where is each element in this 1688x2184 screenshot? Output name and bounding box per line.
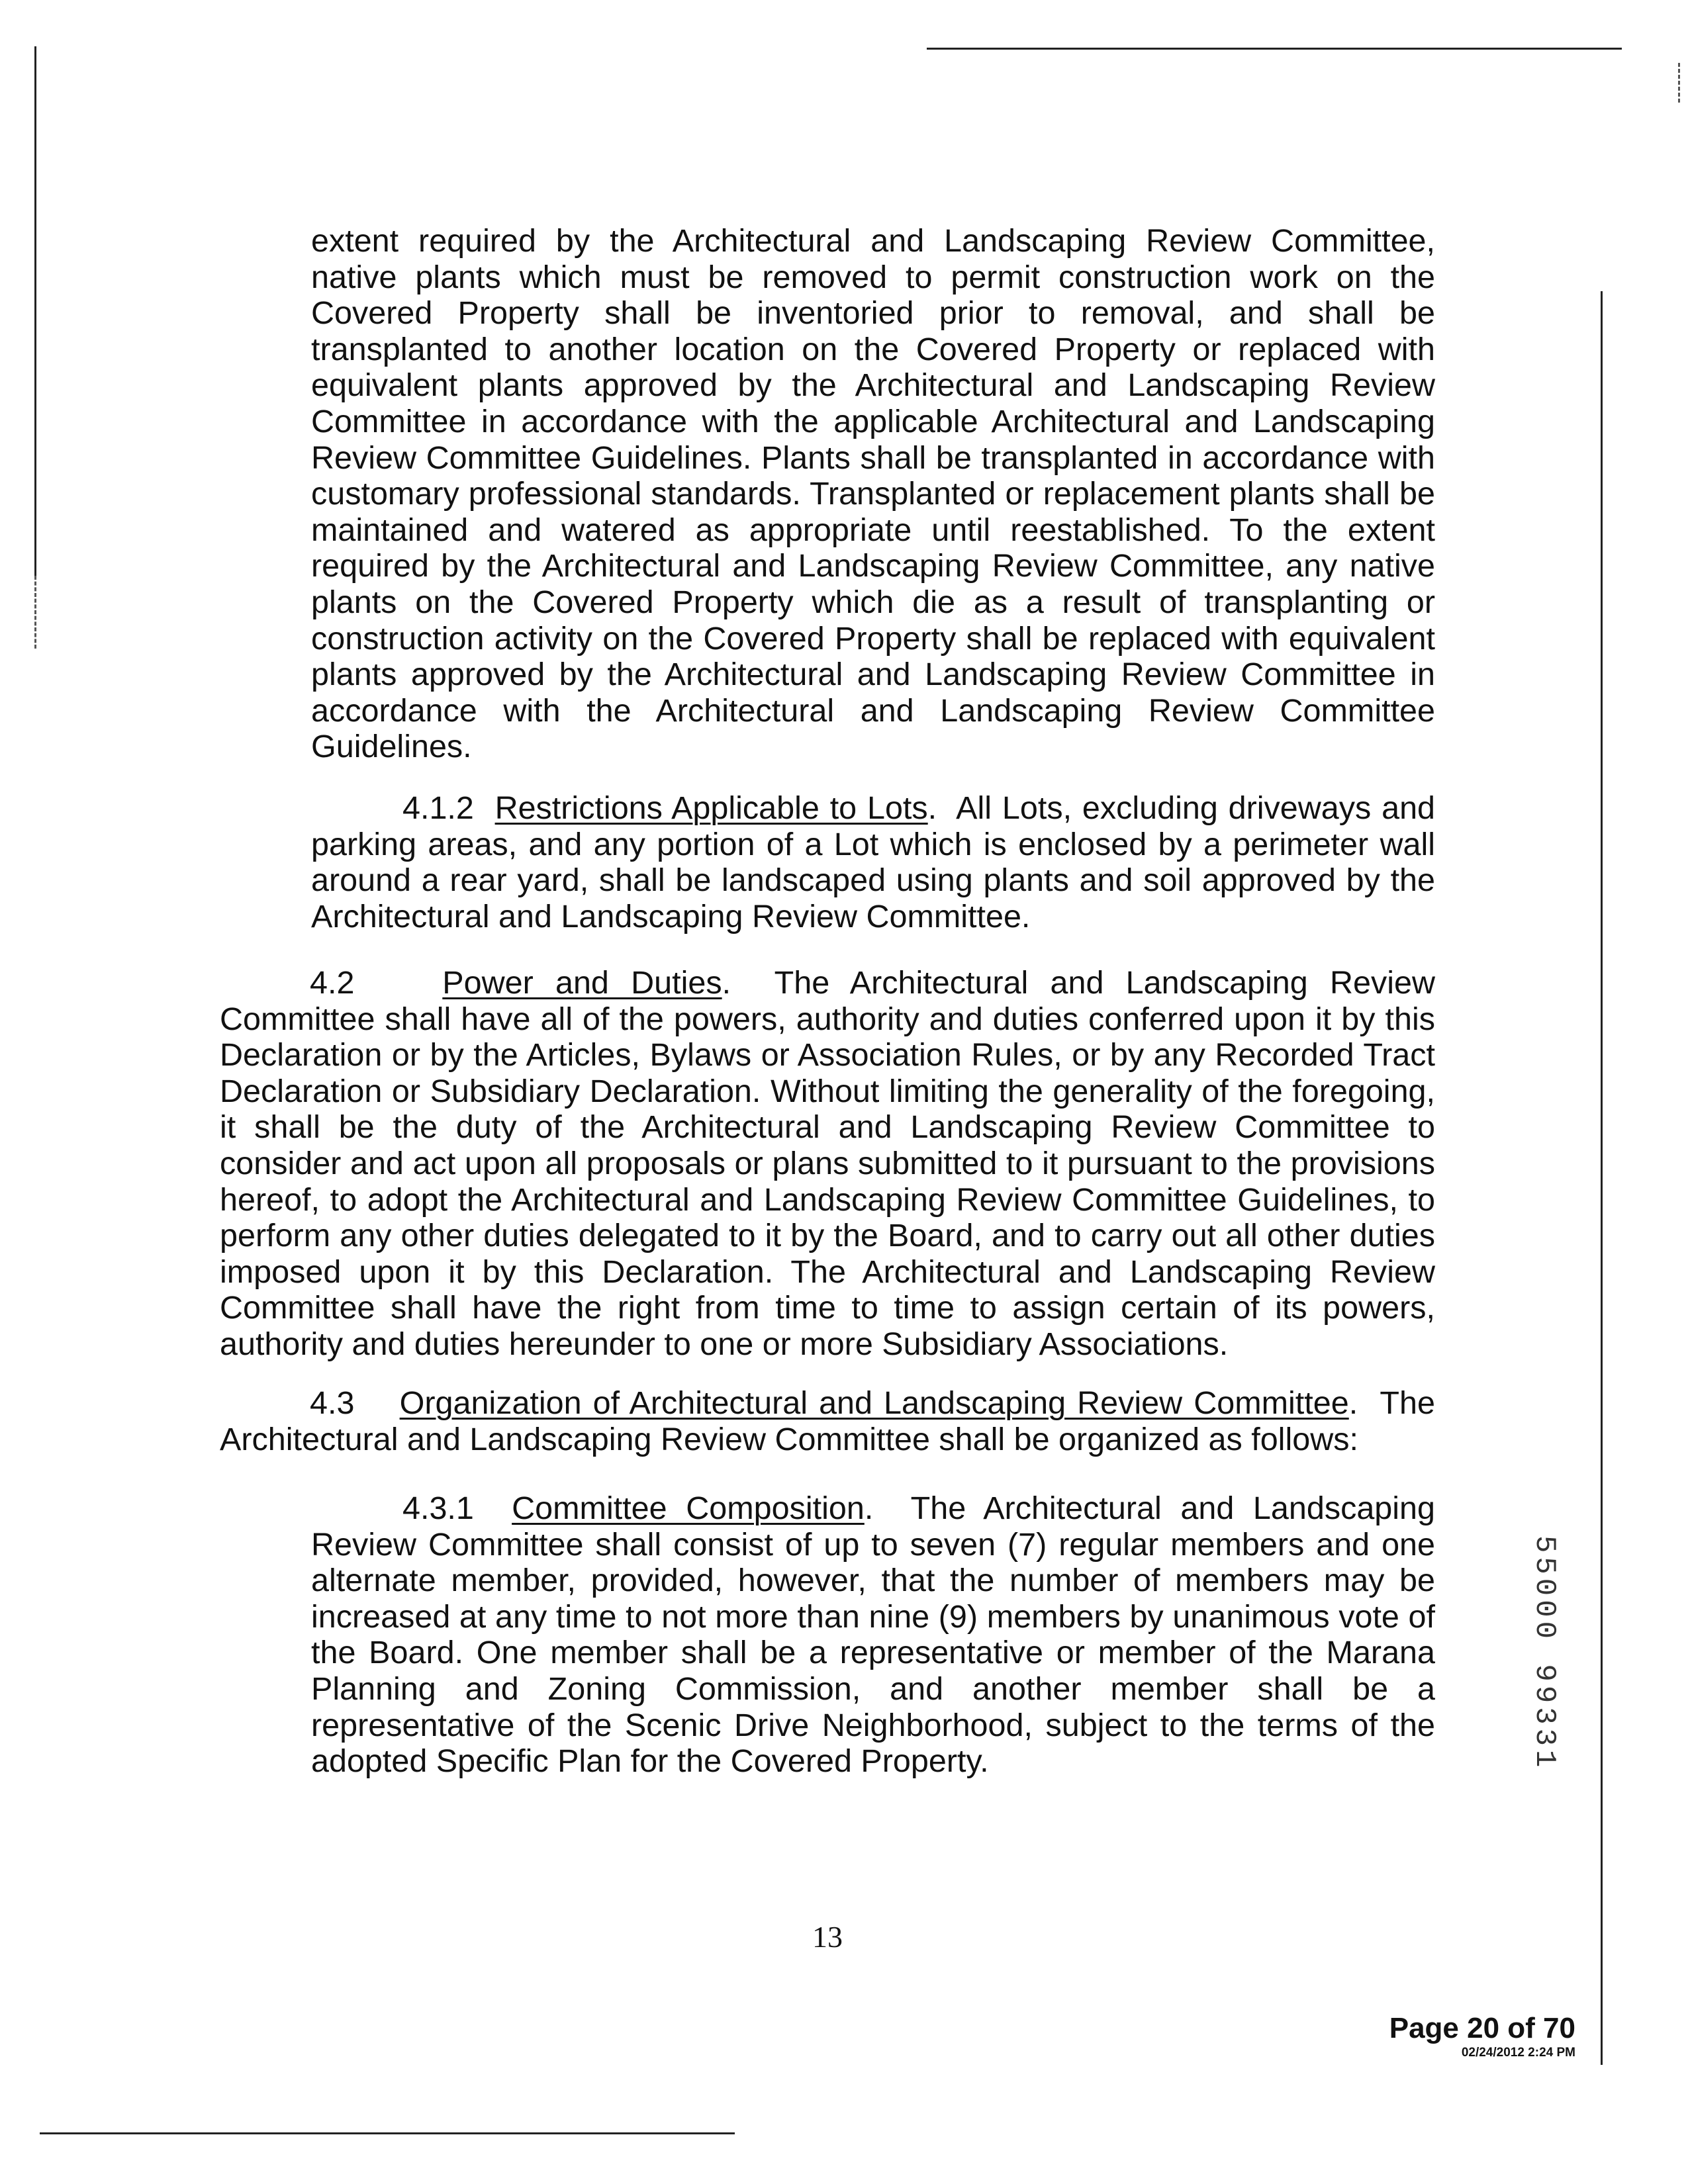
section-4-3: 4.3 Organization of Architectural and Landscaping Review Committee. The Architectural and Landscaping Review Committee shall be organized as follows: (220, 1385, 1435, 1457)
scan-right-dash-mark (1678, 63, 1680, 103)
section-4-3-1: 4.3.1 Committee Composition. The Architectural and Landscaping Review Committee shall consist of up to seven (7) regular members and one alternate member, provided, however, that the number of members may be increased at any time to not more than nine (9) members by unanimous vote of the Board. One member shall be a representative or member of the Marana Planning and Zoning Commission, and another member shall be a representative of the Scenic Drive Neighborhood, subject to the terms of the adopted Specific Plan for the Covered Property. (311, 1490, 1435, 1780)
scan-left-edge-line (34, 46, 36, 576)
recorder-page-box (1350, 2012, 1575, 2061)
recorder-side-stamp: 55000 99331 (1528, 1535, 1561, 1772)
recorded-timestamp: 02/24/2012 2:24 PM (1461, 2046, 1575, 2060)
page-of-count: Page 20 of 70 (1389, 2012, 1575, 2044)
section-heading: Power and Duties (442, 965, 722, 1001)
section-number: 4.3 (310, 1385, 355, 1421)
scan-top-line (927, 48, 1622, 50)
scan-right-edge-line (1601, 291, 1603, 2065)
scan-left-dashed-line (34, 576, 36, 649)
section-4-2: 4.2 Power and Duties. The Architectural and Landscaping Review Committee shall have all of the powers, authority and duties conferred upon it by this Declaration or by the Articles, Bylaws or Association Rules, or by any Recorded Tract Declaration or Subsidiary Declaration. Without limiting the generality of the foregoing, it shall be the duty of the Architectural and Landscaping Review Committee to consider and act upon all proposals or plans submitted to it pursuant to the provisions hereof, to adopt the Architectural and Landscaping Review Committee Guidelines, to perform any other duties delegated to it by the Board, and to carry out all other duties imposed upon it by this Declaration. The Architectural and Landscaping Review Committee shall have the right from time to time to assign certain of its powers, authority and duties hereunder to one or more Subsidiary Associations. (220, 965, 1435, 1362)
section-text: All Lots, excluding driveways and parking areas, and any portion of a Lot which is enclosed by a perimeter wall around a rear yard, shall be landscaped using plants and soil approved by the Architectural and Landscaping Review Committee. (311, 790, 1436, 934)
continuation-text: extent required by the Architectural and Landscaping Review Committee, native plants which must be removed to permit construction work on the Covered Property shall be inventoried prior to removal, and shall be transplanted to another location on the Covered Property or replaced with equivalent plants approved by the Architectural and Landscaping Review Committee in accordance with the applicable Architectural and Landscaping Review Committee Guidelines. Plants shall be transplanted in accordance with customary professional standards. Transplanted or replacement plants shall be maintained and watered as appropriate until reestablished. To the extent required by the Architectural and Landscaping Review Committee, any native plants on the Covered Property which die as a result of transplanting or construction activity on the Covered Property shall be replaced with equivalent plants approved by the Architectural and Landscaping Review Committee in accordance with the Architectural and Landscaping Review Committee Guidelines. (311, 223, 1435, 765)
section-number: 4.3.1 (402, 1490, 474, 1526)
scan-bottom-line (40, 2132, 735, 2134)
section-text: The Architectural and Landscaping Review Committee shall be organized as follows: (220, 1385, 1435, 1457)
section-text: The Architectural and Landscaping Review Committee shall consist of up to seven (7) regular members and one alternate member, provided, however, that the number of members may be increased at any time to not more than nine (9) members by unanimous vote of the Board. One member shall be a representative or member of the Marana Planning and Zoning Commission, and another member shall be a representative of the Scenic Drive Neighborhood, subject to the terms of the adopted Specific Plan for the Covered Property. (311, 1490, 1435, 1780)
section-number: 4.1.2 (402, 790, 474, 826)
section-heading: Restrictions Applicable to Lots (494, 790, 928, 826)
section-text: The Architectural and Landscaping Review Committee shall have all of the powers, authority and duties conferred upon it by this Declaration or by the Articles, Bylaws or Association Rules, or by any Recorded Tract Declaration or Subsidiary Declaration. Without limiting the generality of the foregoing, it shall be the duty of the Architectural and Landscaping Review Committee to consider and act upon all proposals or plans submitted to it pursuant to the provisions hereof, to adopt the Architectural and Landscaping Review Committee Guidelines, to perform any other duties delegated to it by the Board, and to carry out all other duties imposed upon it by this Declaration. The Architectural and Landscaping Review Committee shall have the right from time to time to assign certain of its powers, authority and duties hereunder to one or more Subsidiary Associations. (220, 965, 1435, 1362)
section-heading: Organization of Architectural and Landscaping Review Committee (399, 1385, 1349, 1421)
page-number: 13 (812, 1920, 843, 1954)
section-number: 4.2 (310, 965, 355, 1001)
section-4-1-2: 4.1.2 Restrictions Applicable to Lots. All Lots, excluding driveways and parking areas, and any portion of a Lot which is enclosed by a perimeter wall around a rear yard, shall be landscaped using plants and soil approved by the Architectural and Landscaping Review Committee. (311, 790, 1436, 934)
section-heading: Committee Composition (512, 1490, 865, 1526)
continuation-paragraph (311, 223, 1435, 765)
